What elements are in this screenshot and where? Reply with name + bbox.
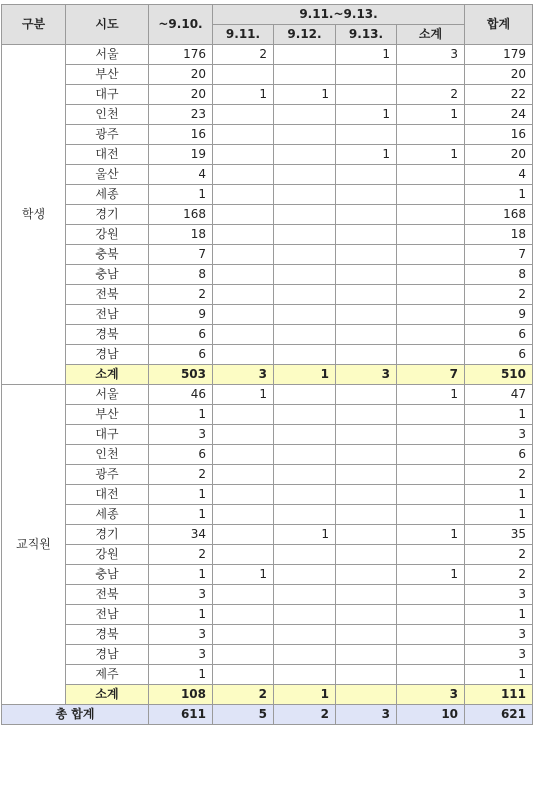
value-cell: [213, 205, 274, 225]
value-cell: 5: [213, 705, 274, 725]
value-cell: 168: [465, 205, 533, 225]
value-cell: 621: [465, 705, 533, 725]
value-cell: [397, 285, 465, 305]
value-cell: [213, 245, 274, 265]
region-cell: 전북: [66, 585, 149, 605]
table-row: [2, 545, 533, 565]
region-cell: 부산: [66, 65, 149, 85]
region-cell: 대전: [66, 485, 149, 505]
value-cell: [274, 145, 336, 165]
value-cell: [213, 625, 274, 645]
value-cell: [336, 685, 397, 705]
value-cell: [274, 125, 336, 145]
value-cell: 179: [465, 45, 533, 65]
value-cell: [397, 645, 465, 665]
value-cell: 10: [397, 705, 465, 725]
region-cell: 경기: [66, 205, 149, 225]
value-cell: [336, 225, 397, 245]
region-cell: 부산: [66, 405, 149, 425]
value-cell: [213, 465, 274, 485]
value-cell: [274, 385, 336, 405]
value-cell: 3: [465, 425, 533, 445]
region-cell: 광주: [66, 465, 149, 485]
value-cell: [336, 405, 397, 425]
category-label: 학생: [2, 45, 66, 385]
table-row: [2, 445, 533, 465]
region-cell: 총 합계: [2, 705, 149, 725]
value-cell: [274, 565, 336, 585]
header-category: 구분: [2, 5, 66, 45]
value-cell: 6: [149, 345, 213, 365]
value-cell: 18: [149, 225, 213, 245]
header-until: ~9.10.: [149, 5, 213, 45]
value-cell: [213, 145, 274, 165]
region-cell: 인천: [66, 445, 149, 465]
value-cell: 2: [274, 705, 336, 725]
table-row: [2, 425, 533, 445]
value-cell: [213, 225, 274, 245]
value-cell: [397, 265, 465, 285]
value-cell: [213, 325, 274, 345]
value-cell: 2: [149, 545, 213, 565]
value-cell: [213, 265, 274, 285]
value-cell: 1: [397, 105, 465, 125]
value-cell: [336, 85, 397, 105]
region-cell: 제주: [66, 665, 149, 685]
value-cell: [336, 605, 397, 625]
value-cell: 1: [149, 565, 213, 585]
table-row: [2, 665, 533, 685]
value-cell: [274, 45, 336, 65]
value-cell: [336, 585, 397, 605]
value-cell: [213, 525, 274, 545]
value-cell: [397, 665, 465, 685]
table-row: [2, 65, 533, 85]
value-cell: [397, 585, 465, 605]
value-cell: [397, 205, 465, 225]
value-cell: [336, 165, 397, 185]
table-row: [2, 585, 533, 605]
value-cell: [274, 465, 336, 485]
value-cell: 6: [465, 445, 533, 465]
value-cell: [213, 165, 274, 185]
header-day-3: 9.13.: [336, 25, 397, 45]
value-cell: 1: [213, 85, 274, 105]
value-cell: 20: [465, 65, 533, 85]
value-cell: [397, 305, 465, 325]
header-total: 합계: [465, 5, 533, 45]
value-cell: [213, 405, 274, 425]
value-cell: 3: [213, 365, 274, 385]
table-row: [2, 45, 533, 65]
value-cell: [213, 65, 274, 85]
value-cell: [397, 185, 465, 205]
value-cell: 1: [336, 145, 397, 165]
value-cell: [274, 605, 336, 625]
value-cell: [397, 65, 465, 85]
value-cell: 1: [213, 385, 274, 405]
value-cell: 16: [149, 125, 213, 145]
value-cell: [213, 445, 274, 465]
value-cell: [397, 505, 465, 525]
value-cell: 1: [465, 485, 533, 505]
value-cell: 2: [213, 45, 274, 65]
value-cell: [213, 505, 274, 525]
value-cell: [213, 425, 274, 445]
value-cell: [336, 245, 397, 265]
table-row: [2, 505, 533, 525]
value-cell: 35: [465, 525, 533, 545]
value-cell: [336, 345, 397, 365]
region-cell: 전남: [66, 605, 149, 625]
value-cell: [397, 405, 465, 425]
value-cell: [336, 565, 397, 585]
value-cell: [213, 665, 274, 685]
value-cell: [213, 645, 274, 665]
value-cell: 19: [149, 145, 213, 165]
value-cell: [397, 425, 465, 445]
table-row: [2, 405, 533, 425]
table-row: [2, 385, 533, 405]
region-cell: 울산: [66, 165, 149, 185]
value-cell: [274, 665, 336, 685]
value-cell: [274, 325, 336, 345]
value-cell: 1: [149, 485, 213, 505]
region-cell: 강원: [66, 545, 149, 565]
value-cell: [213, 605, 274, 625]
value-cell: [397, 345, 465, 365]
region-cell: 경북: [66, 325, 149, 345]
value-cell: 3: [397, 45, 465, 65]
value-cell: [274, 625, 336, 645]
value-cell: 4: [149, 165, 213, 185]
table-row: [2, 325, 533, 345]
table-row: [2, 265, 533, 285]
value-cell: 2: [397, 85, 465, 105]
table-row: [2, 285, 533, 305]
value-cell: [336, 485, 397, 505]
table-row: [2, 245, 533, 265]
value-cell: [274, 405, 336, 425]
value-cell: [336, 325, 397, 345]
value-cell: 46: [149, 385, 213, 405]
value-cell: 2: [149, 285, 213, 305]
value-cell: 1: [465, 665, 533, 685]
value-cell: 7: [149, 245, 213, 265]
value-cell: 23: [149, 105, 213, 125]
value-cell: 1: [465, 405, 533, 425]
value-cell: [397, 325, 465, 345]
value-cell: 111: [465, 685, 533, 705]
value-cell: [274, 285, 336, 305]
value-cell: 3: [465, 625, 533, 645]
value-cell: 3: [149, 585, 213, 605]
value-cell: 34: [149, 525, 213, 545]
value-cell: [274, 585, 336, 605]
value-cell: 1: [465, 605, 533, 625]
value-cell: 1: [213, 565, 274, 585]
value-cell: 2: [213, 685, 274, 705]
value-cell: [274, 165, 336, 185]
value-cell: [213, 285, 274, 305]
value-cell: 8: [465, 265, 533, 285]
value-cell: 1: [397, 565, 465, 585]
value-cell: [274, 485, 336, 505]
table-row: [2, 625, 533, 645]
region-cell: 서울: [66, 45, 149, 65]
value-cell: [274, 345, 336, 365]
value-cell: 20: [465, 145, 533, 165]
value-cell: 3: [465, 645, 533, 665]
region-cell: 대구: [66, 85, 149, 105]
table-row: [2, 225, 533, 245]
header-region: 시도: [66, 5, 149, 45]
table-row: [2, 645, 533, 665]
value-cell: 1: [274, 85, 336, 105]
value-cell: 1: [274, 525, 336, 545]
value-cell: 3: [397, 685, 465, 705]
value-cell: 1: [149, 185, 213, 205]
value-cell: 1: [397, 525, 465, 545]
value-cell: 4: [465, 165, 533, 185]
value-cell: 1: [336, 105, 397, 125]
table-row: [2, 85, 533, 105]
value-cell: [213, 305, 274, 325]
value-cell: 168: [149, 205, 213, 225]
value-cell: [336, 425, 397, 445]
value-cell: 3: [465, 585, 533, 605]
value-cell: [397, 445, 465, 465]
value-cell: [397, 605, 465, 625]
grand-total-row: [2, 705, 533, 725]
value-cell: 1: [465, 505, 533, 525]
value-cell: [336, 125, 397, 145]
table-row: [2, 525, 533, 545]
value-cell: [213, 485, 274, 505]
value-cell: [213, 125, 274, 145]
value-cell: 18: [465, 225, 533, 245]
value-cell: [336, 185, 397, 205]
value-cell: 22: [465, 85, 533, 105]
value-cell: [336, 65, 397, 85]
value-cell: 6: [149, 445, 213, 465]
table-row: [2, 125, 533, 145]
value-cell: [336, 265, 397, 285]
value-cell: 3: [149, 645, 213, 665]
value-cell: 9: [149, 305, 213, 325]
value-cell: [274, 305, 336, 325]
value-cell: 8: [149, 265, 213, 285]
value-cell: 47: [465, 385, 533, 405]
value-cell: [336, 665, 397, 685]
value-cell: [274, 445, 336, 465]
table-row: [2, 605, 533, 625]
value-cell: [397, 245, 465, 265]
value-cell: 3: [149, 425, 213, 445]
value-cell: [274, 245, 336, 265]
value-cell: [336, 285, 397, 305]
value-cell: 6: [149, 325, 213, 345]
value-cell: 1: [274, 685, 336, 705]
value-cell: [213, 185, 274, 205]
value-cell: [336, 545, 397, 565]
value-cell: [397, 125, 465, 145]
region-cell: 세종: [66, 505, 149, 525]
region-cell: 대전: [66, 145, 149, 165]
value-cell: [336, 505, 397, 525]
value-cell: 503: [149, 365, 213, 385]
value-cell: [274, 265, 336, 285]
subtotal-row: [2, 365, 533, 385]
table-row: [2, 485, 533, 505]
value-cell: 3: [336, 705, 397, 725]
value-cell: [336, 625, 397, 645]
table-row: [2, 105, 533, 125]
value-cell: [213, 345, 274, 365]
value-cell: 6: [465, 325, 533, 345]
value-cell: [274, 645, 336, 665]
header-period: 9.11.~9.13.: [213, 5, 465, 25]
value-cell: 1: [465, 185, 533, 205]
value-cell: [274, 65, 336, 85]
value-cell: 20: [149, 65, 213, 85]
value-cell: [336, 305, 397, 325]
region-cell: 경남: [66, 645, 149, 665]
value-cell: [336, 445, 397, 465]
value-cell: [274, 425, 336, 445]
value-cell: [274, 225, 336, 245]
region-cell: 경북: [66, 625, 149, 645]
value-cell: 7: [465, 245, 533, 265]
value-cell: [274, 105, 336, 125]
header-subtotal: 소계: [397, 25, 465, 45]
region-cell: 세종: [66, 185, 149, 205]
value-cell: 2: [465, 465, 533, 485]
value-cell: [397, 465, 465, 485]
value-cell: 1: [397, 385, 465, 405]
region-cell: 소계: [66, 685, 149, 705]
value-cell: [336, 525, 397, 545]
region-cell: 경기: [66, 525, 149, 545]
table-row: [2, 185, 533, 205]
value-cell: 16: [465, 125, 533, 145]
value-cell: [397, 625, 465, 645]
region-cell: 경남: [66, 345, 149, 365]
value-cell: [274, 545, 336, 565]
value-cell: 2: [465, 565, 533, 585]
value-cell: 510: [465, 365, 533, 385]
region-cell: 대구: [66, 425, 149, 445]
value-cell: [397, 545, 465, 565]
value-cell: 7: [397, 365, 465, 385]
header-day-2: 9.12.: [274, 25, 336, 45]
region-cell: 충북: [66, 245, 149, 265]
value-cell: 1: [274, 365, 336, 385]
subtotal-row: [2, 685, 533, 705]
value-cell: [336, 205, 397, 225]
value-cell: 611: [149, 705, 213, 725]
region-cell: 광주: [66, 125, 149, 145]
table-row: [2, 165, 533, 185]
value-cell: [336, 645, 397, 665]
value-cell: 1: [149, 665, 213, 685]
value-cell: [274, 205, 336, 225]
value-cell: 3: [336, 365, 397, 385]
table-row: [2, 305, 533, 325]
value-cell: [213, 585, 274, 605]
value-cell: [274, 505, 336, 525]
table-row: [2, 565, 533, 585]
value-cell: [274, 185, 336, 205]
value-cell: 2: [465, 545, 533, 565]
value-cell: 20: [149, 85, 213, 105]
value-cell: 1: [149, 605, 213, 625]
table-body: [2, 45, 533, 725]
region-cell: 서울: [66, 385, 149, 405]
header-day-1: 9.11.: [213, 25, 274, 45]
value-cell: 2: [149, 465, 213, 485]
region-cell: 소계: [66, 365, 149, 385]
value-cell: 6: [465, 345, 533, 365]
value-cell: 1: [397, 145, 465, 165]
value-cell: 1: [336, 45, 397, 65]
region-cell: 충남: [66, 565, 149, 585]
table-row: [2, 145, 533, 165]
region-cell: 전남: [66, 305, 149, 325]
value-cell: [336, 465, 397, 485]
value-cell: [213, 105, 274, 125]
value-cell: [213, 545, 274, 565]
value-cell: 1: [149, 405, 213, 425]
value-cell: 3: [149, 625, 213, 645]
value-cell: 1: [149, 505, 213, 525]
table-row: [2, 345, 533, 365]
value-cell: 24: [465, 105, 533, 125]
value-cell: [336, 385, 397, 405]
value-cell: 108: [149, 685, 213, 705]
status-table: [1, 4, 533, 725]
category-label: 교직원: [2, 385, 66, 705]
value-cell: 176: [149, 45, 213, 65]
table-row: [2, 465, 533, 485]
value-cell: 2: [465, 285, 533, 305]
region-cell: 충남: [66, 265, 149, 285]
value-cell: 9: [465, 305, 533, 325]
value-cell: [397, 485, 465, 505]
value-cell: [397, 165, 465, 185]
table-row: [2, 205, 533, 225]
region-cell: 강원: [66, 225, 149, 245]
value-cell: [397, 225, 465, 245]
region-cell: 전북: [66, 285, 149, 305]
region-cell: 인천: [66, 105, 149, 125]
